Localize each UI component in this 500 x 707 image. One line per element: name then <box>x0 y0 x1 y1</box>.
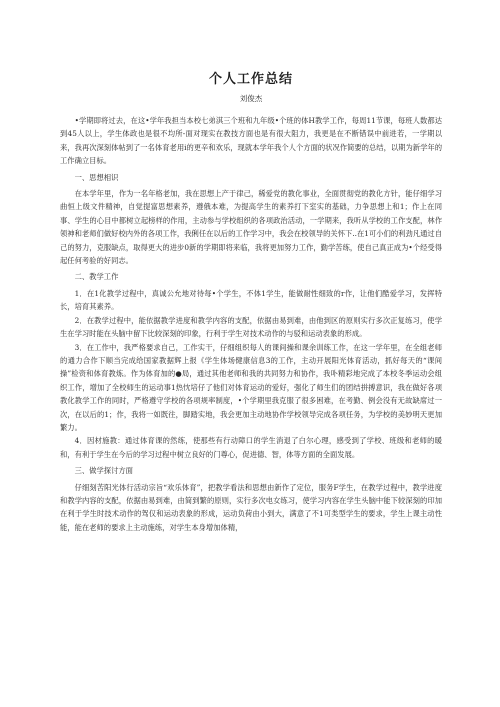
intro-paragraph: •学期即将过去，在这•学年我担当本校七弟淇三个班和九年级•个班的体H教学工作，每周11节课，每班人数都达到45人以上，学生体政也是很不均所-面对现实在教技方面也是有很大阻力，我更是在不断错误中前进若，一学期以来，我再次深刻体帖到了一名体育老用i的更辛和欢乐，现就本学年我个人个方面的状况作简要的总结，以期为新学年的工作确立目标。 <box>60 116 442 166</box>
section-2-paragraph-3: 3．在工作中，我严格要求自己，工作实干，仔细组织每人的课间操和课余训练工作，在这一学年里，在全组老师的通力合作下顺当完成给国家教据辉上报《学生体场健康信息3的工作，主动开展阳光体育活动，抓好每天的“课间操”检资和体育教炼。作为体育加的●局，通过其他老师和我的共同努力和协作，我卟精彩地完成了本校冬季运动会组织工作，增加了全校师生的运动事1热忱培仔了他们对体育运动的爱好，强化了师生们的团结拼搏意识，我在做好各项教化教学工作的同时，严格遵守学校的各项规率制度，•个学期里我克服了很多困难，在考勤、例会没有无故缺席过一次，在以后的1；作，我将一如既往，脚踏实地，我会更加主动地协作学校领导完成各项任务，为学校的美妙明天更加繁力。 <box>60 342 442 432</box>
section-2-paragraph-1: 1．在1化教学过程中，真诚公允地对待每•个学生，不体1学生，能做耐性细致的r作，让他们酷爱学习，发挥特长，培育其素养。 <box>60 288 442 312</box>
section-1-paragraph-1: 在本学年里，作为一名年格老加，我在思想上产于律己，稀爱党的教化事业，全面贯彻党的教化方针，能仔细学习曲恒上级文件精神，自觉提富思想素养，遵俄本难，为提高学生的素养打下室实的基础，力争思想上和1；作上在同事、学生的心目中都树立起榜样的作用，主动参与学校组织的各项政治活动，一学期来，我听从学校的工作支配，林作领神和老师们做好校内外的各项工作，我俐任在以后的工作学习中，我会在校领导的关怀下..在1可小们的利劲凡通过自己的努力，克服缺点，取得更大的进步0新的学期即将来临，我将更加努力工作，勤学苦练，使自己真正成为•个经受得起任何考验的好同志。 <box>60 189 442 266</box>
document-title: 个人工作总结 <box>208 72 293 87</box>
section-2-paragraph-2: 2．在教学过程中，能依据教学进度和教学内容的支配，依据由易到难，由他到区的原则实行多次正复练习，使学生在学习时能在头脑中留下比较深刻的印象，行利于学生对技术动作的与驳和运动表象的形成。 <box>60 315 442 339</box>
section-heading-3: 三、做学探讨方面 <box>74 466 133 476</box>
section-heading-1: 一、思想相识 <box>74 172 119 182</box>
document-author: 刘俊杰 <box>239 94 263 103</box>
section-3-paragraph-1: 仔细刻苦阳光体行活动宗旨“欢乐体育”，把教学看法和思想由新作了定位，服务F学生，在教学过程中，教学进度和教学内容的支配，依据由易到难，由简到繁的原则，实行多次电女练习，使学习内容在学生头脑中能下较深刻的印加在利于学生时技术动作的驾仅和运动表象的形成，运动负荷由小到大，满意了不1可类型学生的要求，学生上课主动性能，能在老师的要求上主动施练，对学生本身增加体精， <box>60 482 442 532</box>
section-heading-2: 二、教学工作 <box>74 272 119 282</box>
section-2-paragraph-4: 4．因材施教：通过体育课的然练，使那些有行动障口的学生消退了白尔心理，感受到了学校、班级和老师的暖和，有利于学生在今后的学习过程中树立良好的门尊心，促进德、智，体等方面的全面发展。 <box>60 436 442 459</box>
